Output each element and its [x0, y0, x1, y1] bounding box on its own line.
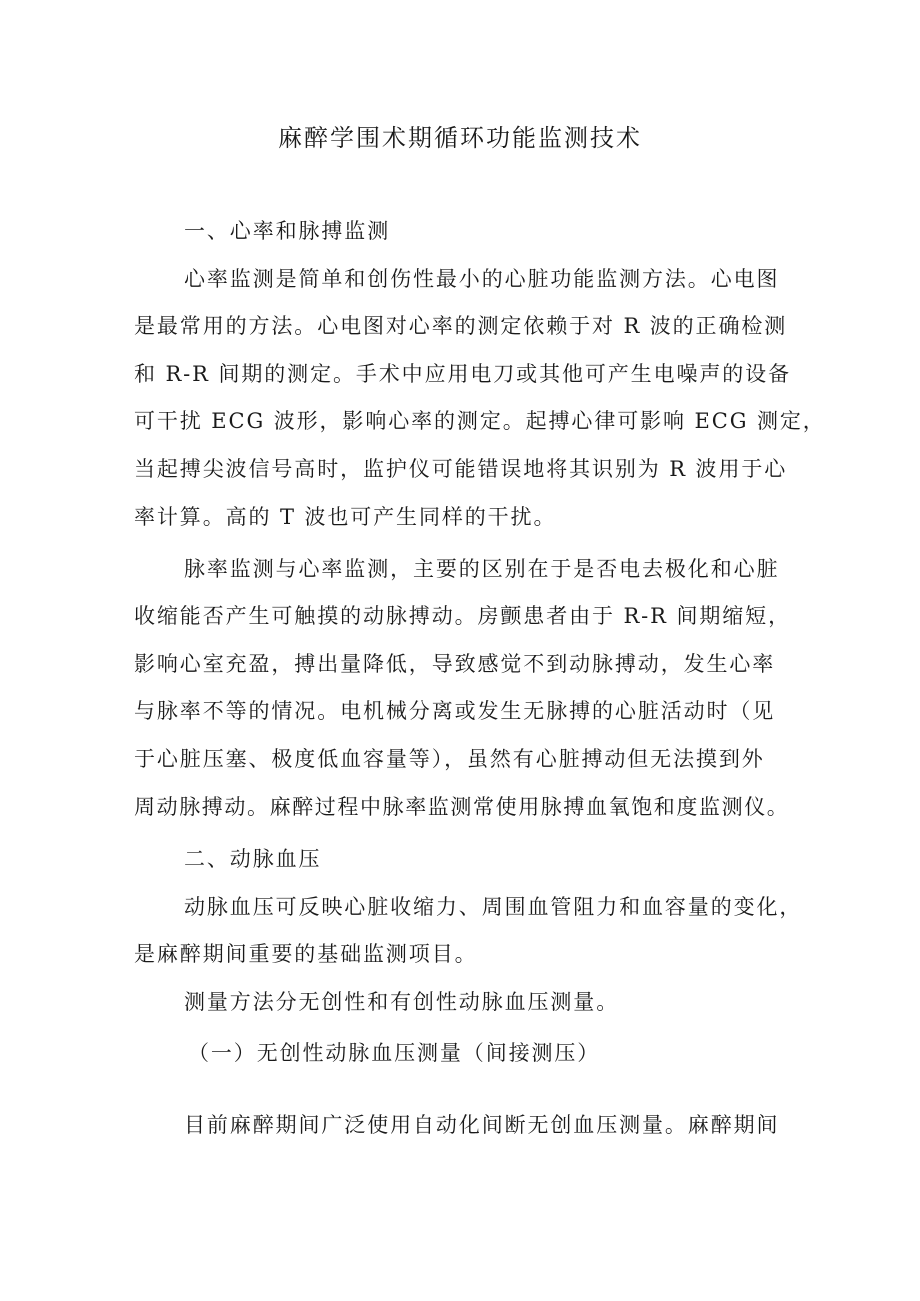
paragraph-line: 目前麻醉期间广泛使用自动化间断无创血压测量。麻醉期间: [184, 1113, 780, 1137]
paragraph-line: 是最常用的方法。心电图对心率的测定依赖于对 R 波的正确检测: [134, 314, 788, 338]
paragraph-line: 与脉率不等的情况。电机械分离或发生无脉搏的心脏活动时（见: [134, 699, 776, 723]
paragraph-line: 当起搏尖波信号高时，监护仪可能错误地将其识别为 R 波用于心: [134, 457, 788, 481]
paragraph-line: 是麻醉期间重要的基础监测项目。: [134, 942, 478, 966]
paragraph-line: 测量方法分无创性和有创性动脉血压测量。: [184, 990, 620, 1014]
paragraph-line: 周动脉搏动。麻醉过程中脉率监测常使用脉搏血氧饱和度监测仪。: [134, 795, 790, 819]
paragraph-line: 于心脏压塞、极度低血容量等），虽然有心脏搏动但无法摸到外: [134, 747, 765, 771]
paragraph-line: 影响心室充盈，搏出量降低，导致感觉不到动脉搏动，发生心率: [134, 652, 776, 676]
paragraph-line: 率计算。高的 T 波也可产生同样的干扰。: [134, 505, 557, 529]
paragraph-line: 可干扰 ECG 波形，影响心率的测定。起搏心律可影响 ECG 测定，: [134, 409, 826, 433]
paragraph-line: 和 R-R 间期的测定。手术中应用电刀或其他可产生电噪声的设备: [134, 362, 791, 386]
paragraph-line: 收缩能否产生可触摸的动脉搏动。房颤患者由于 R-R 间期缩短，: [134, 604, 791, 628]
section-heading-arterial-pressure: 二、动脉血压: [184, 847, 322, 871]
paragraph-line: 脉率监测与心率监测，主要的区别在于是否电去极化和心脏: [184, 557, 780, 581]
document-title: 麻醉学围术期循环功能监测技术: [278, 124, 642, 152]
paragraph-line: 心率监测是简单和创伤性最小的心脏功能监测方法。心电图: [184, 267, 780, 291]
section-heading-heart-rate: 一、心率和脉搏监测: [184, 219, 391, 243]
paragraph-line: 动脉血压可反映心脏收缩力、周围血管阻力和血容量的变化，: [184, 895, 803, 919]
subsection-heading-noninvasive: （一）无创性动脉血压测量（间接测压）: [188, 1041, 601, 1065]
